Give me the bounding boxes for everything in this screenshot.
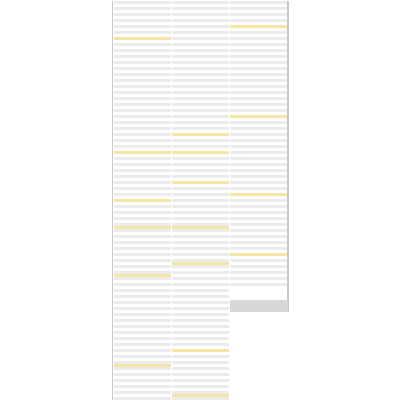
list-column-1 — [114, 1, 171, 400]
document-page — [112, 1, 337, 400]
list-column-3 — [230, 1, 288, 300]
list-item — [230, 286, 287, 289]
list-column-2 — [172, 1, 229, 400]
column-footer-block — [230, 300, 288, 312]
column-divider — [288, 1, 289, 312]
